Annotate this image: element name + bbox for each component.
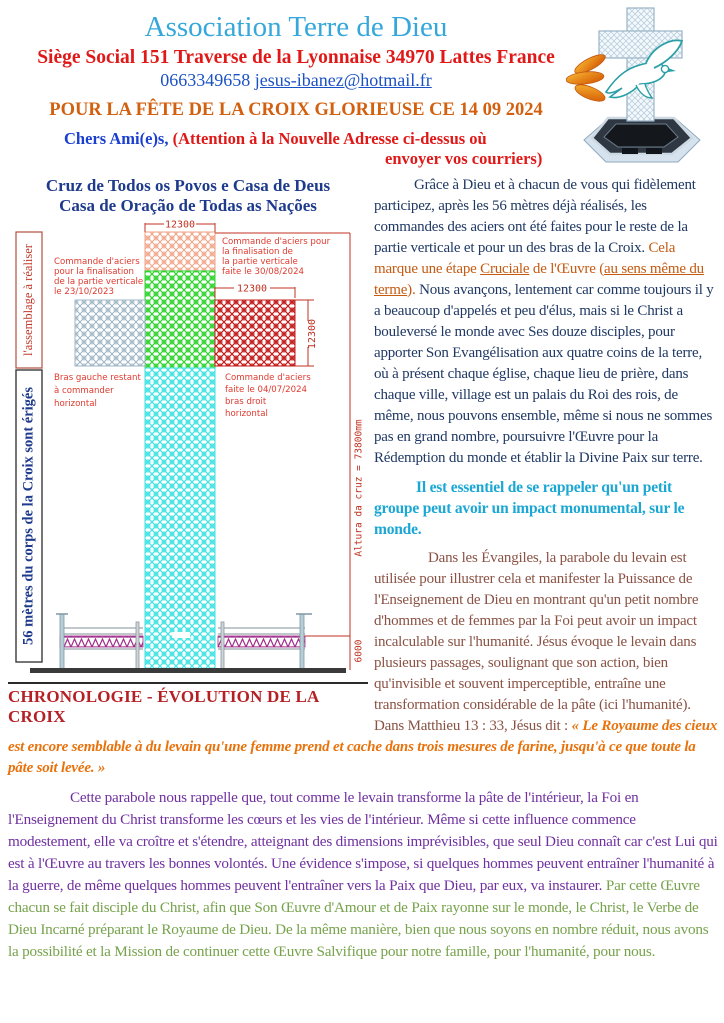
note-bottom-right: Commande d'aciers: [225, 372, 311, 383]
p1-orange-2: de l'Œuvre (: [529, 260, 605, 277]
label-assemblage: l'assemblage à réaliser: [20, 244, 35, 356]
scaffold-truss-left: [60, 636, 143, 647]
p4-green: Par cette Œuvre chacun se fait disciple du Christ, afin que Son Œuvre d'Amour et de Paix rayonne sur le monde, le Christ, le Verbe de Dieu Incarné préparant le Royaume de Dieu. De la même manière, bien que nous soyons en nombre réduit, nous avons la possibilité et la Mission de continuer cette Œuvre Salvifique pour notre famille, pour l'humanité, pour nous.: [8, 876, 709, 960]
phone-number: 0663349658: [160, 69, 251, 90]
p1-orange-underline-1: Cruciale: [480, 260, 530, 277]
note-top-right: Commande d'aciers pour: [222, 236, 331, 247]
salutation-blue: Chers Ami(e)s,: [64, 128, 173, 148]
svg-text:faite le 30/08/2024: faite le 30/08/2024: [222, 266, 305, 277]
note-left: Commande d'aciers: [54, 256, 140, 267]
email-link[interactable]: jesus-ibanez@hotmail.fr: [254, 69, 432, 90]
label-56-metres: 56 mètres du corps de la Croix sont érigés: [20, 386, 37, 645]
p1-navy-2: Nous avançons, lentement car comme toujours il y a beaucoup d'appelés et peu d'élus, mais si le Christ a bouleversé le monde avec Ses douze disciples, pour apporter Son Evangélisation aux quatre coins de la terre, où à présent chaque église, chaque lieu de prière, dans chaque ville, village est un palais du Roi des rois, de même, nous pouvons ensemble, même si nous ne sommes pas en grand nombre, poursuivre l'Œuvre pour la Rédemption du monde et établir la Divine Paix sur terre.: [374, 281, 714, 466]
column-door: [172, 632, 190, 638]
p4-purple: Cette parabole nous rappelle que, tout comme le levain transforme la pâte de l'intérieur, la Foi en l'Enseignement du Christ transforme les cœurs et les vies de l'intérieur. Même si cette influence commence modestement, elle va croître et s'étendre, atteignant des dimensions imprévisibles, que seul Dieu connaît car c'est Lui qui est à l'Œuvre au travers les bonnes volontés. Une évidence s'impose, si quelques hommes peuvent entraîner l'humanité à la guerre, de même quelques hommes peuvent l'entraîner vers la Paix que Dieu, par eux, va instaurer.: [8, 788, 718, 894]
note-bottom-left: Bras gauche restant: [54, 372, 141, 383]
left-status-labels: [16, 232, 42, 662]
dim-arm-height: 12300: [307, 318, 318, 350]
svg-text:horizontal: horizontal: [225, 408, 268, 419]
p3-scripture-quote: « Le Royaume des cieux est encore semblable à du levain qu'une femme prend et cache dans trois mesures de farine, jusqu'à ce que toute la pâte soit levée. »: [8, 717, 718, 776]
palm-leaves-icon: [566, 51, 608, 104]
paragraph-parabole: [8, 787, 718, 963]
truss-right-arm-red: [215, 300, 295, 366]
svg-text:pour la finalisation: pour la finalisation: [54, 266, 134, 277]
p1-orange-3: ).: [407, 281, 416, 298]
svg-text:la partie verticale: la partie verticale: [222, 256, 298, 267]
cross-base: [584, 118, 700, 162]
salutation-line: [0, 129, 592, 149]
association-title: Association Terre de Dieu: [144, 11, 448, 43]
dim-arm-width: 12300: [236, 283, 268, 295]
cross-technical-drawing: [8, 218, 366, 676]
truss-lower-cyan: [145, 368, 215, 670]
svg-text:faite le 04/07/2024: faite le 04/07/2024: [225, 384, 308, 395]
diagram-title: [8, 176, 368, 216]
chronology-heading: CHRONOLOGIE - ÉVOLUTION DE LA CROIX: [8, 682, 368, 727]
paragraph-essentiel: Il est essentiel de se rappeler qu'un petit groupe peut avoir un impact monumental, sur le monde.: [374, 478, 685, 538]
svg-text:horizontal: horizontal: [54, 398, 97, 409]
salutation-red-2: envoyer vos courriers): [385, 148, 543, 168]
dim-base-height: 6000: [353, 639, 365, 663]
p1-orange-underline-2: au sens même du terme: [374, 260, 704, 298]
diagram-title-line1: Cruz de Todos os Povos e Casa de Deus: [45, 175, 331, 195]
scaffold-truss-right: [218, 636, 305, 647]
cross-truss-sections: [75, 232, 295, 670]
svg-text:la finalisation de: la finalisation de: [222, 246, 293, 257]
svg-text:de la partie verticale: de la partie verticale: [54, 276, 144, 287]
truss-top-pink: [145, 232, 215, 271]
svg-text:bras droit: bras droit: [225, 396, 267, 407]
address-line: Siège Social 151 Traverse de la Lyonnaise 34970 Lattes France: [37, 46, 555, 68]
p1-navy-1: Grâce à Dieu et à chacun de vous qui fidèlement participez, après les 56 mètres déjà réalisés, les commandes des aciers ont été faites pour le reste de la partie verticale et pour un des bras de la Croix.: [374, 176, 696, 256]
dim-total-height: Altura da cruz = 73800mm: [353, 419, 365, 557]
truss-left-arm-steel: [75, 300, 145, 366]
ground-line: [30, 668, 346, 673]
p3-brown: Dans les Évangiles, la parabole du levain est utilisée pour illustrer cela et manifester la Puissance de l'Enseignement de Dieu en montrant qu'un petit nombre d'hommes et de femmes par la Foi peut avoir un impact incalculable sur l'humanité. Jésus évoque le levain dans plusieurs passages, soulignant que son action, bien qu'invisible et souvent imperceptible, entraîne une transformation considérable de la pâte (ici l'humanité). Dans Matthieu 13 : 33, Jésus dit :: [374, 549, 699, 734]
contact-line: [0, 70, 592, 91]
letterhead: [0, 0, 724, 169]
svg-text:à commander: à commander: [54, 385, 114, 396]
truss-center-green: [145, 271, 215, 368]
dim-top-width: 12300: [164, 219, 196, 231]
mosaic-cross-artwork: [566, 2, 718, 168]
svg-text:le 23/10/2023: le 23/10/2023: [54, 286, 114, 297]
letter-body: [0, 175, 724, 963]
diagram-title-line2: Casa de Oração de Todas as Nações: [59, 195, 317, 215]
cross-diagram-figure: [8, 175, 368, 727]
p1-orange-1: Cela marque une étape: [374, 239, 676, 277]
feast-heading: POUR LA FÊTE DE LA CROIX GLORIEUSE CE 14 09 2024: [49, 99, 543, 120]
salutation-red-1: (Attention à la Nouvelle Adresse ci-dessus où: [172, 128, 487, 148]
